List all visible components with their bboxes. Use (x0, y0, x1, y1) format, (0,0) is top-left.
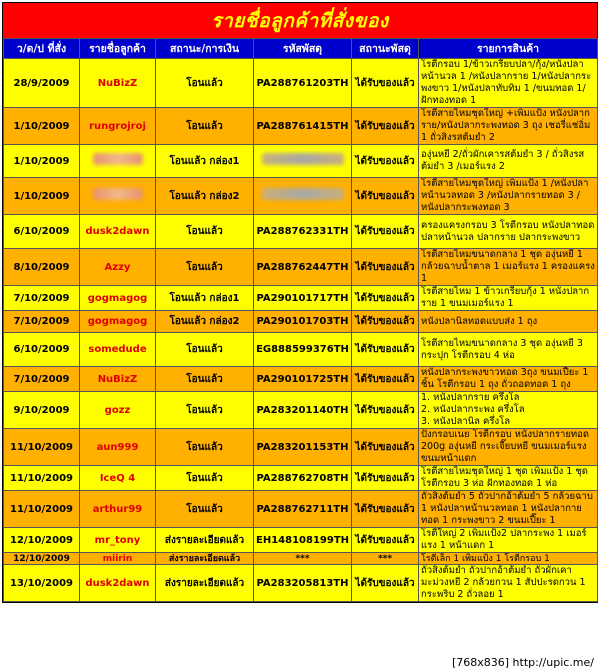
table-row (4, 528, 598, 553)
sheet-title: รายชื่อลูกค้าที่สั่งของ (211, 9, 389, 32)
table-row (4, 553, 598, 565)
parcel-status: ได้รับของแล้ว (352, 59, 419, 108)
customer-name: dusk2dawn (80, 565, 156, 602)
item-list: โรตีสายไหมชุดใหญ่ +เพิ่มแป้ง หนังปลากราย/หนังปลากระพงทอด 3 ถุง เชอรี่แช่อิ่ม 1 ถั่วสิงรสต้มยำ 2 (419, 108, 598, 145)
parcel-status: ได้รับของแล้ว (352, 429, 419, 466)
payment-status: โอนแล้ว (156, 59, 254, 108)
customer-name: somedude (80, 333, 156, 367)
tracking-number: PA290101703TH (254, 311, 352, 333)
tracking-number: PA290101725TH (254, 367, 352, 392)
customer-name: aun999 (80, 429, 156, 466)
payment-status: โอนแล้ว (156, 215, 254, 249)
customer-name: mr_tony (80, 528, 156, 553)
table-row (4, 108, 598, 145)
tracking-number: PA283201140TH (254, 392, 352, 429)
table-row (4, 392, 598, 429)
payment-status: โอนแล้ว (156, 466, 254, 491)
order-date: 8/10/2009 (4, 249, 80, 286)
customer-name: Azzy (80, 249, 156, 286)
item-list: โรตีสายไหมขนาดกลาง 1 ชุด องุ่นหยี 1 กล้วยฉาบน้ำตาล 1 เมอร์แรง 1 ครองแครง 1 (419, 249, 598, 286)
tracking-number (254, 145, 352, 178)
tracking-number: PA288762331TH (254, 215, 352, 249)
parcel-status: ได้รับของแล้ว (352, 145, 419, 178)
item-list: หนังปลานิลทอดแบบส่ง 1 ถุง (419, 311, 598, 333)
table-row (4, 178, 598, 215)
customer-name: gogmagog (80, 311, 156, 333)
payment-status: โอนแล้ว (156, 333, 254, 367)
payment-status: ส่งรายละเอียดแล้ว (156, 528, 254, 553)
customer-name: miirin (80, 553, 156, 565)
item-list: ถั่วสิงต้มยำ 5 ถั่วปากอ้าต้มยำ 5 กล้วยฉาบ 1 หนังปลาหน้านวลทอด 1 หนังปลากายทอด 1 กระพงขาว 2 ขนมเปี๊ยะ 1 (419, 491, 598, 528)
parcel-status: ได้รับของแล้ว (352, 333, 419, 367)
tracking-number: EH148108199TH (254, 528, 352, 553)
header-items: รายการสินค้า (419, 39, 598, 59)
item-list: หนังปลากระพงขาวทอด 3ถุง ขนมเปี๊ยะ 1 ชิ้น โรตีกรอบ 1 ถุง ถั่วถอดทอด 1 ถุง (419, 367, 598, 392)
order-date: 7/10/2009 (4, 286, 80, 311)
payment-status: โอนแล้ว (156, 367, 254, 392)
item-list: ปังกรอบเนย โรตีกรอบ หนังปลากรายทอด 200g องุ่นหยี กระเจี๊ยบหยี ขนมเมอร์แรง ขนมหน้าแดก (419, 429, 598, 466)
header-row (4, 39, 598, 59)
order-date: 12/10/2009 (4, 553, 80, 565)
orders-sheet (2, 2, 598, 603)
order-date: 28/9/2009 (4, 59, 80, 108)
image-footer: [768x836] http://upic.me/ (451, 656, 594, 669)
tracking-number: PA288761203TH (254, 59, 352, 108)
table-row (4, 311, 598, 333)
item-list: ครองแครงกรอบ 3 โรตีกรอบ หนังปลาทอด ปลาหน้านวล ปลากราย ปลากระพงขาว (419, 215, 598, 249)
tracking-number: *** (254, 553, 352, 565)
header-status: สถานะพัสดุ (352, 39, 419, 59)
parcel-status: ได้รับของแล้ว (352, 466, 419, 491)
header-payment: สถานะ/การเงิน (156, 39, 254, 59)
order-date: 7/10/2009 (4, 311, 80, 333)
item-list: ถั่วสิงต้มยำ ถั่วปากอ้าต้มยำ ถั่วผักเคา มะม่วงหยี 2 กล้วยกวน 1 สัปปะรดกวน 1 กระพริบ 2 ถั่วลอย 1 (419, 565, 598, 602)
parcel-status: ได้รับของแล้ว (352, 249, 419, 286)
parcel-status: ได้รับของแล้ว (352, 528, 419, 553)
customer-name (80, 178, 156, 215)
parcel-status: *** (352, 553, 419, 565)
parcel-status: ได้รับของแล้ว (352, 392, 419, 429)
tracking-number: PA288761415TH (254, 108, 352, 145)
customer-name: arthur99 (80, 491, 156, 528)
table-row (4, 565, 598, 602)
customer-name: NuBizZ (80, 59, 156, 108)
redacted-blur (93, 153, 143, 165)
payment-status: โอนแล้ว (156, 429, 254, 466)
parcel-status: ได้รับของแล้ว (352, 286, 419, 311)
table-row (4, 215, 598, 249)
tracking-number: PA283205813TH (254, 565, 352, 602)
item-list: 1. หนังปลากราย ครึ่งโล 2. หนังปลากระพง ครึ่งโล 3. หนังปลานิล ครึ่งโล (419, 392, 598, 429)
tracking-number: PA288762708TH (254, 466, 352, 491)
tracking-number: PA288762447TH (254, 249, 352, 286)
table-row (4, 249, 598, 286)
payment-status: โอนแล้ว กล่อง2 (156, 311, 254, 333)
customer-name: dusk2dawn (80, 215, 156, 249)
order-date: 12/10/2009 (4, 528, 80, 553)
tracking-number: PA283201153TH (254, 429, 352, 466)
table-row (4, 429, 598, 466)
item-list: โรตีสายไหม 1 ข้าวเกรียบกุ้ง 1 หนังปลากราย 1 ขนมเมอร์แรง 1 (419, 286, 598, 311)
parcel-status: ได้รับของแล้ว (352, 491, 419, 528)
table-row (4, 59, 598, 108)
table-row (4, 367, 598, 392)
payment-status: โอนแล้ว (156, 491, 254, 528)
order-date: 6/10/2009 (4, 333, 80, 367)
parcel-status: ได้รับของแล้ว (352, 108, 419, 145)
payment-status: โอนแล้ว (156, 249, 254, 286)
order-date: 6/10/2009 (4, 215, 80, 249)
table-row (4, 333, 598, 367)
customer-name: gozz (80, 392, 156, 429)
customer-name (80, 145, 156, 178)
payment-status: ส่งรายละเอียดแล้ว (156, 565, 254, 602)
tracking-number (254, 178, 352, 215)
order-date: 9/10/2009 (4, 392, 80, 429)
parcel-status: ได้รับของแล้ว (352, 367, 419, 392)
order-date: 13/10/2009 (4, 565, 80, 602)
order-date: 1/10/2009 (4, 108, 80, 145)
payment-status: ส่งรายละเอียดแล้ว (156, 553, 254, 565)
redacted-blur (93, 188, 143, 200)
order-date: 1/10/2009 (4, 178, 80, 215)
order-date: 11/10/2009 (4, 429, 80, 466)
header-tracking: รหัสพัสดุ (254, 39, 352, 59)
table-row (4, 286, 598, 311)
payment-status: โอนแล้ว กล่อง1 (156, 145, 254, 178)
parcel-status: ได้รับของแล้ว (352, 215, 419, 249)
customer-name: gogmagog (80, 286, 156, 311)
order-date: 1/10/2009 (4, 145, 80, 178)
payment-status: โอนแล้ว กล่อง2 (156, 178, 254, 215)
header-date: ว/ด/ป ที่สั่ง (4, 39, 80, 59)
table-row (4, 145, 598, 178)
tracking-number: PA288762711TH (254, 491, 352, 528)
item-list: โรตีเล็ก 1 เพิ่มแป้ง 1 โรตีกรอบ 1 (419, 553, 598, 565)
header-customer: รายชื่อลูกค้า (80, 39, 156, 59)
redacted-blur (262, 153, 344, 165)
item-list: โรตีสายไหมชุดใหญ่ เพิ่มแป้ง 1 /หนังปลาหน้านวลทอด 3 /หนังปลากรายทอด 3 / หนังปลากระพงทอด 3 (419, 178, 598, 215)
redacted-blur (262, 188, 344, 200)
tracking-number: EG888599376TH (254, 333, 352, 367)
customer-name: NuBizZ (80, 367, 156, 392)
payment-status: โอนแล้ว (156, 392, 254, 429)
payment-status: โอนแล้ว กล่อง1 (156, 286, 254, 311)
item-list: โรตีสายไหมชุดใหญ่ 1 ชุด เพิ่มแป้ง 1 ชุด โรตีกรอบ 3 ห่อ ฝักทองทอด 1 ห่อ (419, 466, 598, 491)
orders-table (3, 38, 598, 602)
item-list: โรตีสายไหมขนาดกลาง 3 ชุด องุ่นหยี 3 กระปุก โรตีกรอบ 4 ห่อ (419, 333, 598, 367)
customer-name: IceQ 4 (80, 466, 156, 491)
payment-status: โอนแล้ว (156, 108, 254, 145)
item-list: องุ่นหยี 2/ถั่วผักเคารสต้มยำ 3 / ถั่วสิงรสต้มยำ 3 /เมอร์แรง 2 (419, 145, 598, 178)
item-list: โรตีกรอบ 1/ข้าวเกรียบปลา/กุ้ง/หนังปลาหน้านวล 1 /หนังปลากราย 1/หนังปลากระพงขาว 1/หนังปลาทับทิม 1 /ขนมทอด 1/ฝักทองทอด 1 (419, 59, 598, 108)
tracking-number: PA290101717TH (254, 286, 352, 311)
order-date: 7/10/2009 (4, 367, 80, 392)
table-row (4, 491, 598, 528)
item-list: โรตีใหญ่ 2 เพิ่มแป้ง2 ปลากระพง 1 เมอร์แรง 1 หน้าแดก 1 (419, 528, 598, 553)
parcel-status: ได้รับของแล้ว (352, 178, 419, 215)
order-date: 11/10/2009 (4, 491, 80, 528)
title-bar (3, 3, 597, 38)
table-row (4, 466, 598, 491)
customer-name: rungrojroj (80, 108, 156, 145)
parcel-status: ได้รับของแล้ว (352, 311, 419, 333)
parcel-status: ได้รับของแล้ว (352, 565, 419, 602)
order-date: 11/10/2009 (4, 466, 80, 491)
